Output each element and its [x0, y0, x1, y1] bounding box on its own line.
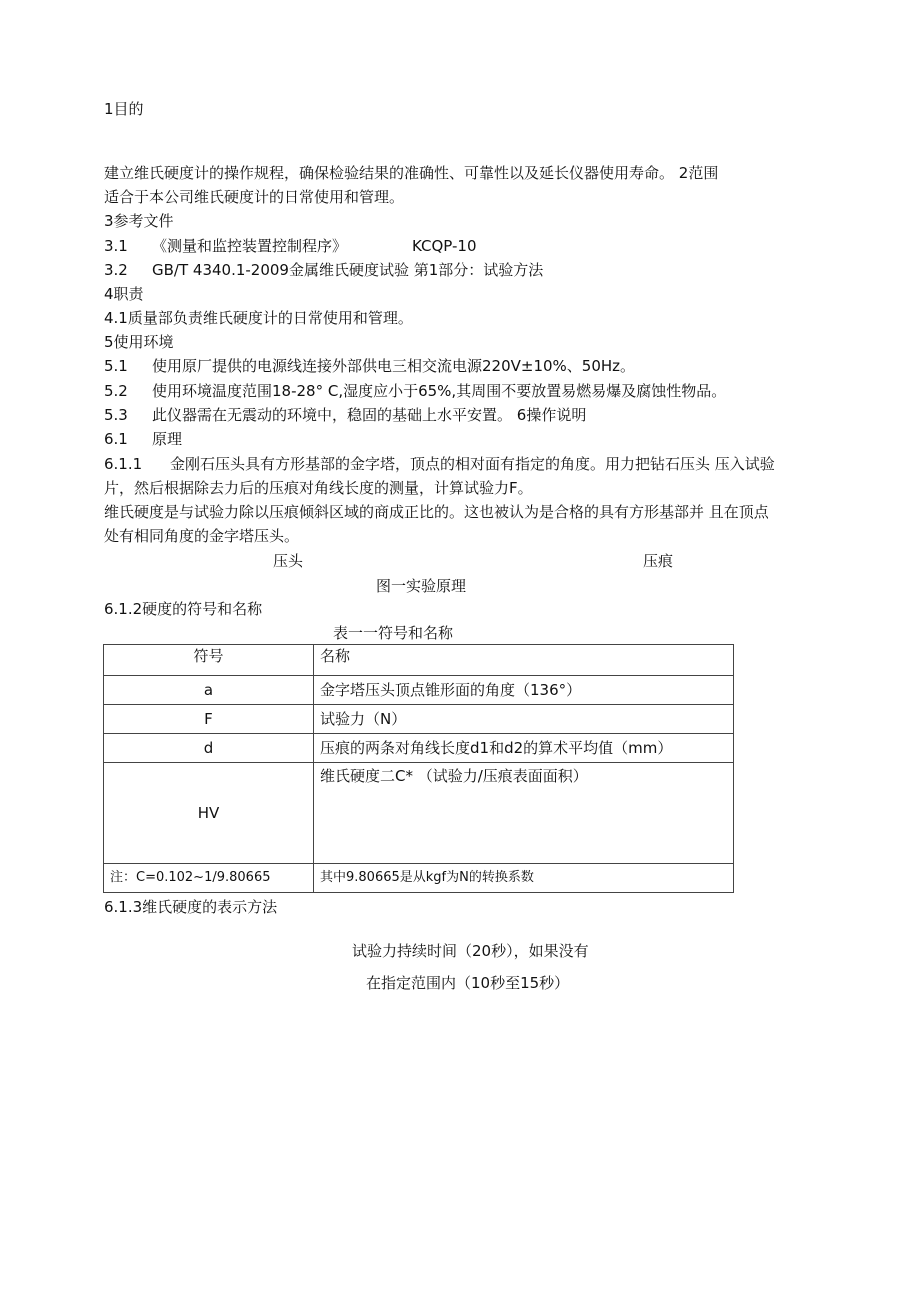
table-row [104, 705, 734, 734]
env-3-num: 5.3 [104, 406, 128, 424]
table-header-name: 名称 [314, 645, 734, 676]
table-cell-name: 压痕的两条对角线长度d1和d2的算术平均值（mm） [314, 734, 734, 763]
op-11-line1: 金刚石压头具有方形基部的金字塔，顶点的相对面有指定的角度。用力把钻石压头 压入试验 [170, 455, 775, 473]
ref-2-title: GB/T 4340.1-2009金属维氏硬度试验 第1部分：试验方法 [152, 261, 544, 279]
table-cell-symbol: d [104, 734, 314, 763]
table-cell-symbol: HV [104, 763, 314, 864]
table-row [104, 763, 734, 864]
ref-1-code: KCQP-10 [412, 237, 477, 255]
env-2-text: 使用环境温度范围18-28° C,湿度应小于65%,其周围不要放置易燃易爆及腐蚀性物品。 [152, 382, 727, 400]
ref-1-title: 《测量和监控装置控制程序》 [152, 237, 348, 255]
table-cell-name: 试验力（N） [314, 705, 734, 734]
op-1-num: 6.1 [104, 430, 128, 448]
op-item-11 [104, 453, 775, 475]
vickers-line2: 处有相同角度的金字塔压头。 [104, 527, 300, 545]
env-3-text: 此仪器需在无震动的环境中，稳固的基础上水平安置。 6操作说明 [152, 406, 587, 424]
table-note-row [104, 864, 734, 893]
op-item-1 [104, 428, 182, 450]
table-cell-symbol: F [104, 705, 314, 734]
op-11-line2: 片，然后根据除去力后的压痕对角线长度的测量，计算试验力F。 [104, 479, 533, 497]
table-note-right: 其中9.80665是从kgf为N的转换系数 [314, 864, 734, 893]
env-2-num: 5.2 [104, 382, 128, 400]
table-cell-name: 维氏硬度二C* （试验力/压痕表面面积） [314, 763, 734, 864]
section-scope-text: 适合于本公司维氏硬度计的日常使用和管理。 [104, 188, 405, 206]
figure-label-indent: 压痕 [643, 552, 674, 570]
section-purpose-text: 建立维氏硬度计的操作规程，确保检验结果的准确性、可靠性以及延长仪器使用寿命。 2范围 [104, 164, 719, 182]
table-row [104, 734, 734, 763]
env-item-1 [104, 355, 635, 377]
ref-item-1 [104, 235, 477, 257]
table-cell-symbol: a [104, 676, 314, 705]
section-duty-heading: 4职责 [104, 285, 144, 303]
ref-2-num: 3.2 [104, 261, 128, 279]
table-caption: 表一一符号和名称 [333, 624, 454, 642]
figure-caption: 图一实验原理 [376, 577, 467, 595]
section-env-heading: 5使用环境 [104, 333, 174, 351]
table-note-left: 注：C=0.102~1/9.80665 [104, 864, 314, 893]
symbols-table [103, 644, 734, 893]
table-cell-name: 金字塔压头顶点锥形面的角度（136°） [314, 676, 734, 705]
section-purpose-heading: 1目的 [104, 100, 144, 118]
representation-line1: 试验力持续时间（20秒），如果没有 [352, 942, 589, 960]
table-header-symbol: 符号 [104, 645, 314, 676]
env-1-num: 5.1 [104, 357, 128, 375]
ref-1-num: 3.1 [104, 237, 128, 255]
section-duty-text: 4.1质量部负责维氏硬度计的日常使用和管理。 [104, 309, 413, 327]
section-refs-heading: 3参考文件 [104, 212, 174, 230]
env-item-3 [104, 404, 586, 426]
op-1-text: 原理 [152, 430, 183, 448]
table-row [104, 676, 734, 705]
env-1-text: 使用原厂提供的电源线连接外部供电三相交流电源220V±10%、50Hz。 [152, 357, 636, 375]
representation-heading: 6.1.3维氏硬度的表示方法 [104, 898, 278, 916]
figure-label-indenter: 压头 [273, 552, 304, 570]
ref-item-2 [104, 259, 543, 281]
env-item-2 [104, 380, 726, 402]
symbols-heading: 6.1.2硬度的符号和名称 [104, 600, 263, 618]
table-header-row [104, 645, 734, 676]
op-11-num: 6.1.1 [104, 455, 143, 473]
vickers-line1: 维氏硬度是与试验力除以压痕倾斜区域的商成正比的。这也被认为是合格的具有方形基部并 且在顶点 [104, 503, 769, 521]
representation-line2: 在指定范围内（10秒至15秒） [366, 974, 570, 992]
